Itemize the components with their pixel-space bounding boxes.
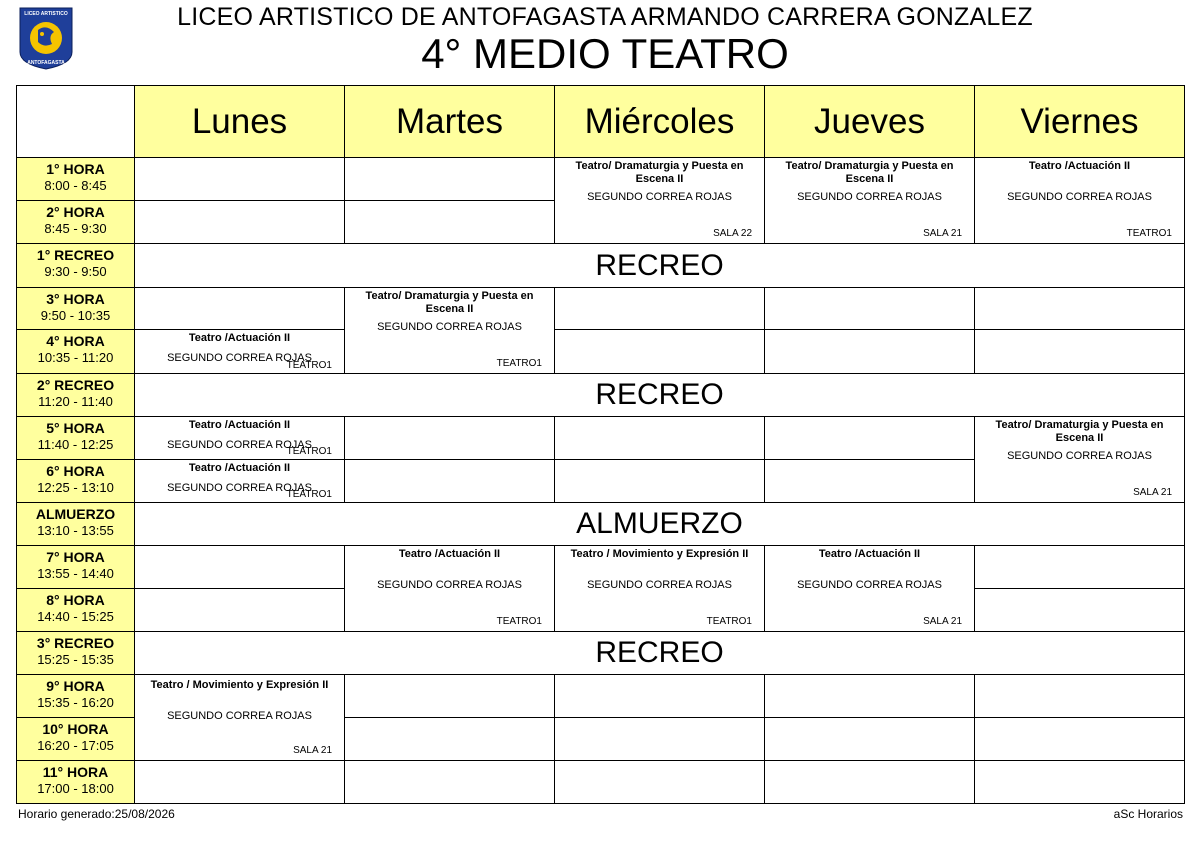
lesson-teacher: SEGUNDO CORREA ROJAS <box>797 191 942 203</box>
lesson-room: TEATRO1 <box>286 446 332 457</box>
lesson-cell[interactable] <box>765 546 975 632</box>
empty-slot <box>555 417 765 460</box>
lesson-teacher: SEGUNDO CORREA ROJAS <box>167 352 312 364</box>
lesson-teacher: SEGUNDO CORREA ROJAS <box>587 191 732 203</box>
logo-text-top: LICEO ARTISTICO <box>24 11 68 17</box>
timetable <box>16 85 1185 804</box>
period-label: 11° HORA 17:00 - 18:00 <box>17 761 135 804</box>
empty-slot <box>975 330 1185 374</box>
period-label: 6° HORA 12:25 - 13:10 <box>17 460 135 503</box>
period-label: 10° HORA 16:20 - 17:05 <box>17 718 135 761</box>
empty-slot <box>135 201 345 244</box>
empty-slot <box>345 201 555 244</box>
empty-slot <box>975 761 1185 804</box>
lesson-room: SALA 21 <box>923 616 962 627</box>
lesson-room: TEATRO1 <box>1126 228 1172 239</box>
lesson-room: SALA 21 <box>293 745 332 756</box>
empty-slot <box>975 675 1185 718</box>
lesson-room: SALA 22 <box>713 228 752 239</box>
break-banner: RECREO <box>135 244 1185 288</box>
lesson-cell[interactable] <box>135 417 345 460</box>
empty-slot <box>135 158 345 201</box>
lesson-cell[interactable] <box>135 330 345 374</box>
empty-slot <box>135 589 345 632</box>
break-banner: RECREO <box>135 632 1185 675</box>
lesson-cell[interactable] <box>135 675 345 761</box>
lesson-subject: Teatro /Actuación II <box>818 548 921 560</box>
lesson-room: TEATRO1 <box>286 489 332 500</box>
empty-slot <box>555 460 765 503</box>
day-header-lunes: Lunes <box>135 86 345 158</box>
lesson-subject: Teatro / Movimiento y Expresión II <box>150 679 329 691</box>
lesson-subject: Teatro / Movimiento y Expresión II <box>570 548 749 560</box>
lesson-cell[interactable] <box>765 158 975 244</box>
empty-slot <box>555 288 765 330</box>
period-label: 7° HORA 13:55 - 14:40 <box>17 546 135 589</box>
logo-text-bottom: ANTOFAGASTA <box>27 60 65 66</box>
empty-slot <box>975 589 1185 632</box>
empty-slot <box>135 288 345 330</box>
day-header-miercoles: Miércoles <box>555 86 765 158</box>
corner-cell <box>17 86 135 158</box>
lesson-cell[interactable] <box>975 158 1185 244</box>
empty-slot <box>765 417 975 460</box>
empty-slot <box>345 761 555 804</box>
school-name: LICEO ARTISTICO DE ANTOFAGASTA ARMANDO CARRERA GONZALEZ <box>177 3 1033 31</box>
period-label: 9° HORA 15:35 - 16:20 <box>17 675 135 718</box>
empty-slot <box>135 546 345 589</box>
period-label: ALMUERZO 13:10 - 13:55 <box>17 503 135 546</box>
day-header-martes: Martes <box>345 86 555 158</box>
lesson-subject: Teatro /Actuación II <box>188 462 291 474</box>
period-label: 3° HORA 9:50 - 10:35 <box>17 288 135 330</box>
empty-slot <box>975 288 1185 330</box>
lesson-teacher: SEGUNDO CORREA ROJAS <box>167 710 312 722</box>
lesson-subject: Teatro /Actuación II <box>1028 160 1131 172</box>
empty-slot <box>345 417 555 460</box>
break-banner: RECREO <box>135 374 1185 417</box>
generated-date: Horario generado:25/08/2026 <box>18 807 175 821</box>
empty-slot <box>765 460 975 503</box>
lesson-subject: Teatro/ Dramaturgia y Puesta en Escena II <box>995 419 1164 444</box>
lesson-subject: Teatro /Actuación II <box>188 419 291 431</box>
lesson-subject: Teatro/ Dramaturgia y Puesta en Escena II <box>575 160 744 185</box>
empty-slot <box>135 761 345 804</box>
lesson-room: TEATRO1 <box>496 358 542 369</box>
lesson-subject: Teatro /Actuación II <box>188 332 291 344</box>
period-label: 2° HORA 8:45 - 9:30 <box>17 201 135 244</box>
lesson-room: SALA 21 <box>923 228 962 239</box>
period-label: 1° HORA 8:00 - 8:45 <box>17 158 135 201</box>
day-header-viernes: Viernes <box>975 86 1185 158</box>
lesson-subject: Teatro/ Dramaturgia y Puesta en Escena II <box>365 290 534 315</box>
period-label: 8° HORA 14:40 - 15:25 <box>17 589 135 632</box>
empty-slot <box>765 718 975 761</box>
period-label: 4° HORA 10:35 - 11:20 <box>17 330 135 374</box>
lesson-cell[interactable] <box>555 546 765 632</box>
empty-slot <box>555 761 765 804</box>
empty-slot <box>765 330 975 374</box>
empty-slot <box>555 675 765 718</box>
empty-slot <box>975 718 1185 761</box>
class-name: 4° MEDIO TEATRO <box>421 30 789 77</box>
lesson-room: TEATRO1 <box>706 616 752 627</box>
lesson-teacher: SEGUNDO CORREA ROJAS <box>797 579 942 591</box>
lesson-room: TEATRO1 <box>286 360 332 371</box>
empty-slot <box>345 158 555 201</box>
lesson-subject: Teatro/ Dramaturgia y Puesta en Escena II <box>785 160 954 185</box>
lesson-room: TEATRO1 <box>496 616 542 627</box>
lesson-teacher: SEGUNDO CORREA ROJAS <box>587 579 732 591</box>
lesson-cell[interactable] <box>555 158 765 244</box>
school-logo <box>18 6 74 70</box>
lesson-cell[interactable] <box>345 546 555 632</box>
empty-slot <box>345 675 555 718</box>
empty-slot <box>555 330 765 374</box>
lesson-teacher: SEGUNDO CORREA ROJAS <box>1007 191 1152 203</box>
software-credit: aSc Horarios <box>1113 807 1183 821</box>
empty-slot <box>345 718 555 761</box>
empty-slot <box>345 460 555 503</box>
period-label: 3° RECREO 15:25 - 15:35 <box>17 632 135 675</box>
lesson-cell[interactable] <box>975 417 1185 503</box>
empty-slot <box>765 675 975 718</box>
lunch-banner: ALMUERZO <box>135 503 1185 546</box>
empty-slot <box>765 288 975 330</box>
empty-slot <box>555 718 765 761</box>
lesson-teacher: SEGUNDO CORREA ROJAS <box>377 321 522 333</box>
period-label: 1° RECREO 9:30 - 9:50 <box>17 244 135 288</box>
lesson-teacher: SEGUNDO CORREA ROJAS <box>167 482 312 494</box>
empty-slot <box>765 761 975 804</box>
period-label: 5° HORA 11:40 - 12:25 <box>17 417 135 460</box>
lesson-room: SALA 21 <box>1133 487 1172 498</box>
empty-slot <box>975 546 1185 589</box>
lesson-teacher: SEGUNDO CORREA ROJAS <box>377 579 522 591</box>
lesson-teacher: SEGUNDO CORREA ROJAS <box>167 439 312 451</box>
day-header-jueves: Jueves <box>765 86 975 158</box>
lesson-teacher: SEGUNDO CORREA ROJAS <box>1007 450 1152 462</box>
period-label: 2° RECREO 11:20 - 11:40 <box>17 374 135 417</box>
lesson-cell[interactable] <box>345 288 555 374</box>
lesson-subject: Teatro /Actuación II <box>398 548 501 560</box>
lesson-cell[interactable] <box>135 460 345 503</box>
